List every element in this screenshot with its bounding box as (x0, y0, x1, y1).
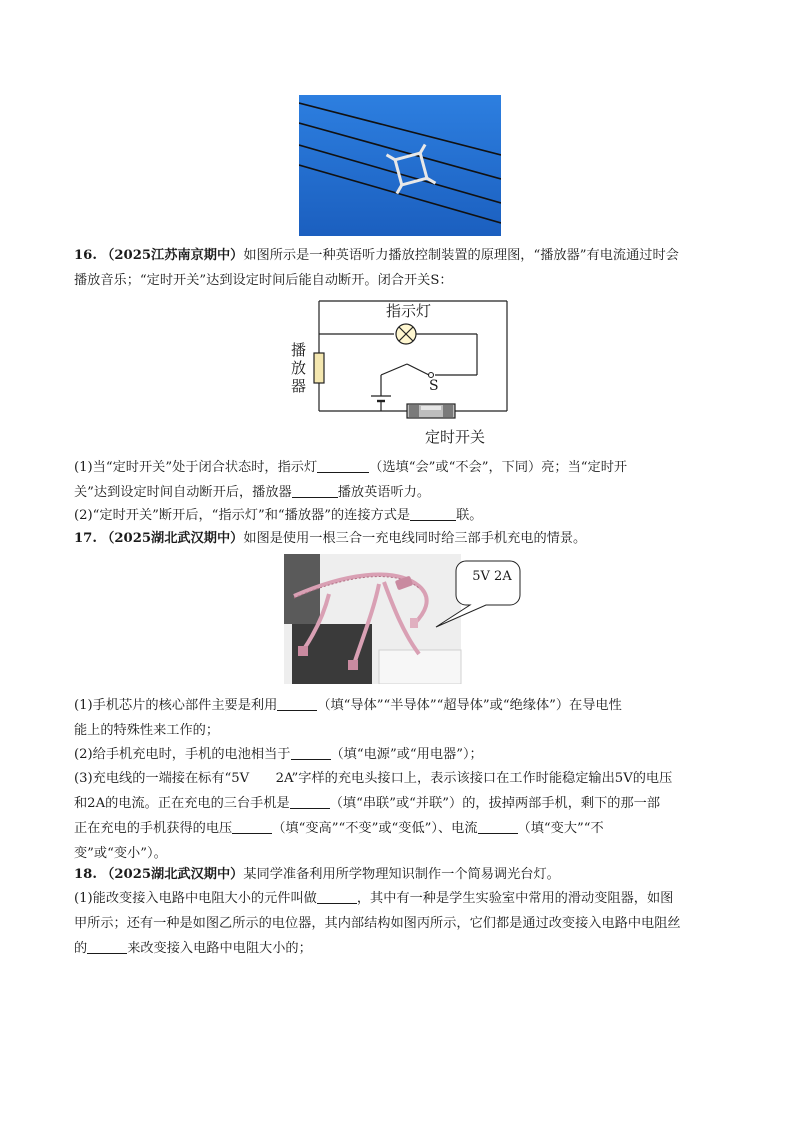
q17-sub3-text: 正在充电的手机获得的电压 (74, 821, 233, 836)
q17-stem (74, 526, 726, 551)
q17-stem-text: 如图是使用一根三合一充电线同时给三部手机充电的情景。 (243, 531, 587, 546)
q17-sub2-text: （填“电源”或“用电器”）； (330, 747, 483, 762)
answer-blank[interactable] (277, 696, 317, 711)
q17-source: （2025湖北武汉期中） (101, 531, 244, 546)
player-resistor (314, 353, 324, 383)
q17-sub1 (74, 693, 726, 743)
q18-stem (74, 862, 726, 887)
q18-sub1-text: (1)能改变接入电路中电阻大小的元件叫做 (74, 891, 317, 906)
q18-sub1-text: 甲所示；还有一种是如图乙所示的电位器，其内部结构如图丙所示，它们都是通过改变接入电路中电阻丝 (74, 916, 681, 931)
q16-stem-line2: 播放音乐；“定时开关”达到设定时间后能自动断开。闭合开关S： (74, 273, 453, 288)
q17-sub1-text: (1)手机芯片的核心部件主要是利用 (74, 698, 278, 713)
q16-source: （2025江苏南京期中） (101, 248, 244, 263)
q16-sub1 (74, 455, 726, 505)
timer-label: 定时开关 (425, 428, 486, 446)
answer-blank[interactable] (317, 458, 369, 473)
q18-sub1-text: ，其中有一种是学生实验室中常用的滑动变阻器，如图 (356, 891, 674, 906)
switch-label: S (429, 378, 439, 394)
charger-rating-label: 5V 2A (472, 569, 512, 584)
q16-sub1-text: 关”达到设定时间自动断开后，播放器 (74, 485, 292, 500)
player-label (291, 341, 306, 395)
q18-number: 18. (74, 867, 97, 882)
q17-sub2-text: (2)给手机充电时，手机的电池相当于 (74, 747, 291, 762)
q17-sub3-text: （填“变大”“不 (517, 821, 604, 836)
switch-lever (407, 364, 429, 375)
q16-circuit-diagram (285, 293, 515, 450)
q16-sub2-text: 联。 (456, 508, 483, 523)
q16-sub2-text: (2)“定时开关”断开后，“指示灯”和“播放器”的连接方式是 (74, 508, 411, 523)
q18-sub1-text: 来改变接入电路中电阻大小的； (127, 941, 312, 956)
q16-sub1-text: (1)当“定时开关”处于闭合状态时，指示灯 (74, 460, 318, 475)
q17-number: 17. (74, 531, 97, 546)
q17-sub3-text: （填“变高”“不变”或“变低”）、电流 (272, 821, 478, 836)
charging-cable-photo (284, 554, 524, 684)
q17-sub3-text: (3)充电线的一端接在标有“5V 2A”字样的充电头接口上，表示该接口在工作时能稳定输出5V的电压 (74, 771, 673, 786)
q16-stem-line1: 如图所示是一种英语听力播放控制装置的原理图，“播放器”有电流通过时会 (243, 248, 679, 263)
q18-sub1 (74, 886, 726, 961)
player-label-char: 播 (291, 341, 307, 359)
q17-sub3-text: 和2A的电流。正在充电的三台手机是 (74, 796, 290, 811)
lamp-label: 指示灯 (386, 302, 432, 320)
q17-sub1-text: 能上的特殊性来工作的； (74, 723, 220, 738)
answer-blank[interactable] (292, 483, 338, 498)
q18-sub1-text: 的 (74, 941, 88, 956)
switch-contact-icon (429, 373, 434, 378)
q17-sub2 (74, 742, 726, 767)
answer-blank[interactable] (290, 794, 330, 809)
answer-blank[interactable] (478, 819, 518, 834)
power-lines-illustration (299, 95, 501, 236)
q16-sub1-text: （选填“会”或“不会”，下同）亮；当“定时开 (369, 460, 628, 475)
q18-stem-text: 某同学准备利用所学物理知识制作一个简易调光台灯。 (243, 867, 560, 882)
answer-blank[interactable] (410, 506, 456, 521)
q17-sub3 (74, 766, 726, 866)
answer-blank[interactable] (232, 819, 272, 834)
answer-blank[interactable] (291, 745, 331, 760)
q18-source: （2025湖北武汉期中） (101, 867, 244, 882)
q16-sub1-text: 播放英语听力。 (337, 485, 431, 500)
answer-blank[interactable] (87, 939, 127, 954)
q17-sub1-text: （填“导体”“半导体”“超导体”或“绝缘体”）在导电性 (317, 698, 622, 713)
answer-blank[interactable] (317, 889, 357, 904)
player-label-char: 器 (291, 377, 307, 395)
q16-stem (74, 243, 726, 293)
q17-sub3-text: 变”或“变小”）。 (74, 846, 167, 861)
q16-sub2 (74, 503, 726, 528)
q16-number: 16. (74, 248, 97, 263)
power-lines-photo (299, 95, 501, 236)
player-label-char: 放 (291, 359, 307, 377)
q17-sub3-text: （填“串联”或“并联”）的，拔掉两部手机，剩下的那一部 (329, 796, 661, 811)
